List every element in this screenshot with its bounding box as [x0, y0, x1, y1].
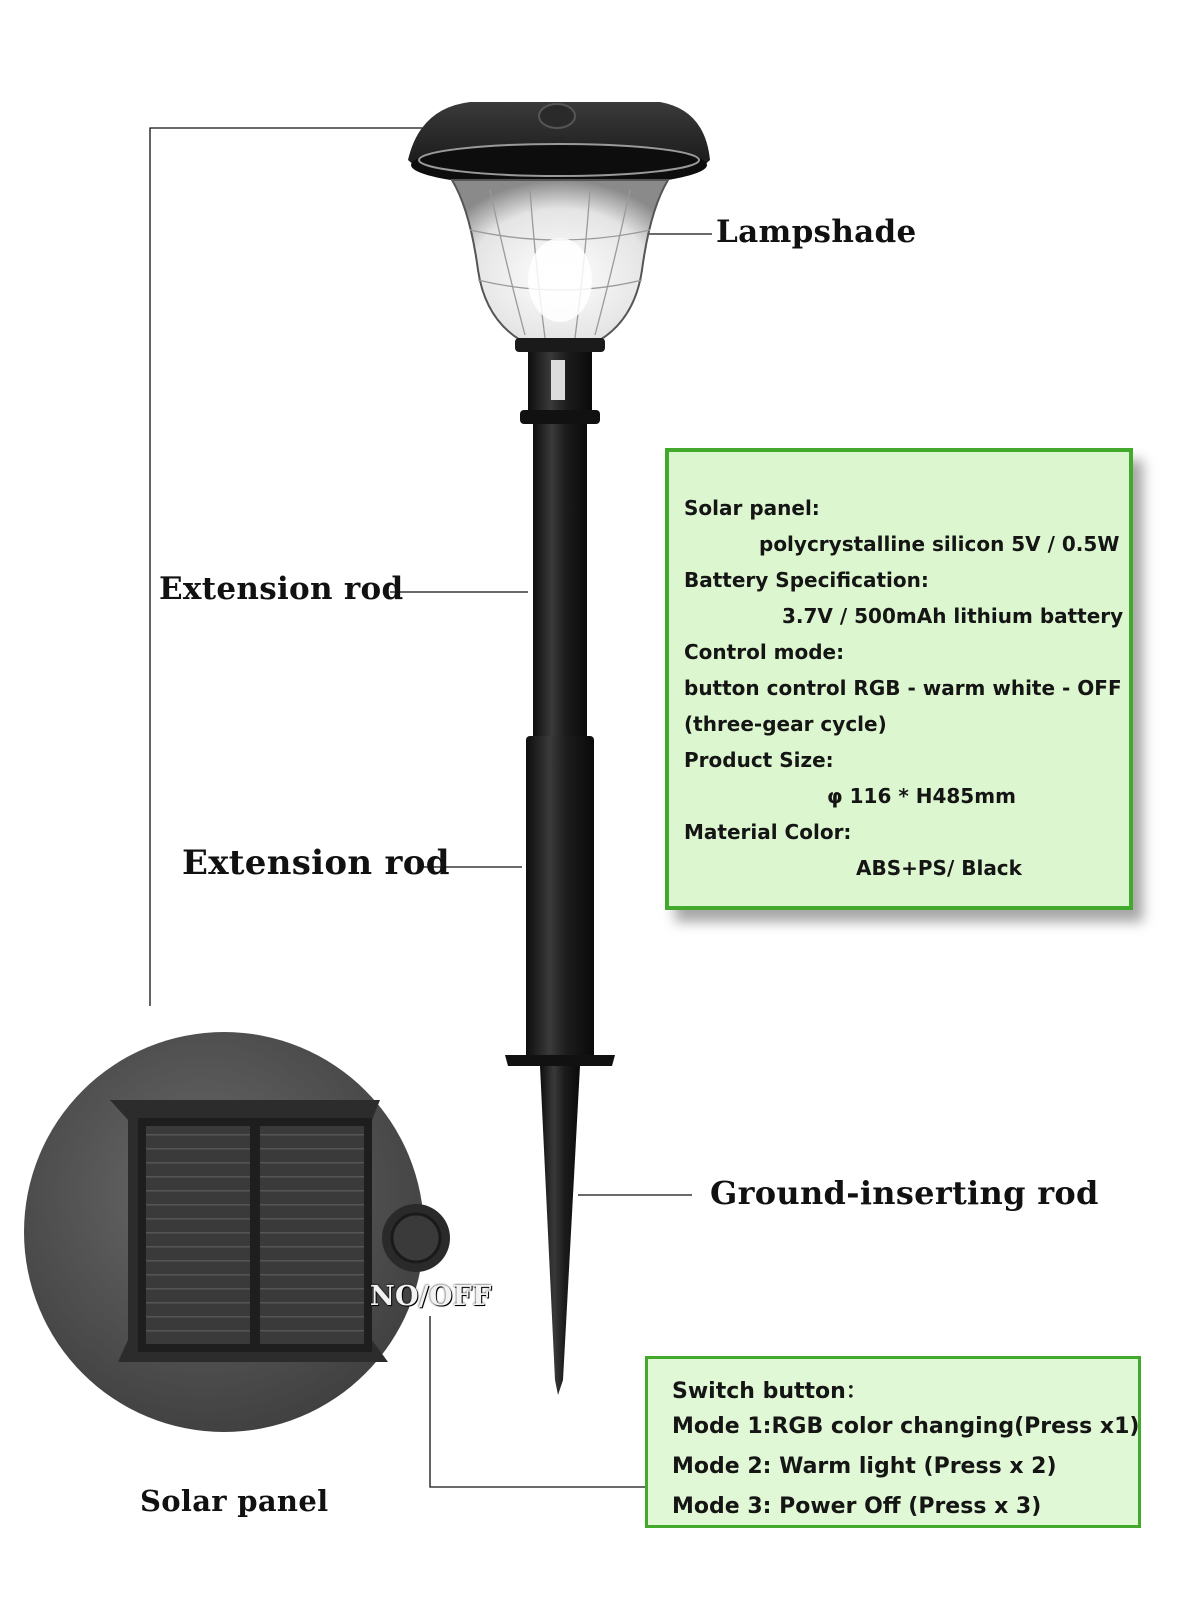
- switch-mode-2: Mode 2: Warm light (Press x 2): [672, 1454, 1057, 1479]
- lamp-cap: [408, 102, 710, 190]
- extension-rod-lower-label: Extension rod: [182, 843, 450, 883]
- switch-mode-1: Mode 1:RGB color changing(Press x1): [672, 1414, 1140, 1439]
- switch-heading: Switch button：: [672, 1379, 868, 1404]
- extension-rod-lower: [526, 736, 594, 1060]
- spec-solar-panel-heading: Solar panel:: [684, 496, 820, 520]
- spec-solar-panel-value: polycrystalline silicon 5V / 0.5W: [759, 532, 1120, 556]
- solar-panel-disc: [24, 1032, 450, 1432]
- switch-button-box: [645, 1356, 1141, 1528]
- extension-rod-upper-label: Extension rod: [159, 571, 404, 607]
- spec-battery-value: 3.7V / 500mAh lithium battery: [782, 604, 1124, 628]
- spec-control-heading: Control mode:: [684, 640, 845, 664]
- extension-rod-upper: [533, 424, 587, 740]
- spec-control-note: (three-gear cycle): [684, 712, 887, 736]
- stake-flange: [505, 1055, 615, 1066]
- solar-panel-label: Solar panel: [140, 1484, 329, 1518]
- spec-material-value: ABS+PS/ Black: [856, 856, 1022, 880]
- on-off-label: NO/OFF: [370, 1281, 492, 1312]
- spec-size-value: φ 116 * H485mm: [827, 784, 1016, 808]
- spec-size-heading: Product Size:: [684, 748, 834, 772]
- ground-rod-label: Ground-inserting rod: [710, 1174, 1099, 1212]
- switch-mode-3: Mode 3: Power Off (Press x 3): [672, 1494, 1042, 1519]
- lampshade-label: Lampshade: [716, 214, 917, 250]
- ground-spike: [540, 1066, 580, 1395]
- spec-battery-heading: Battery Specification:: [684, 568, 929, 592]
- specification-box: [665, 448, 1133, 910]
- lampshade-glass: [452, 180, 668, 340]
- spec-material-heading: Material Color:: [684, 820, 852, 844]
- spec-control-value: button control RGB - warm white - OFF: [684, 676, 1122, 700]
- lamp-neck: [515, 338, 605, 424]
